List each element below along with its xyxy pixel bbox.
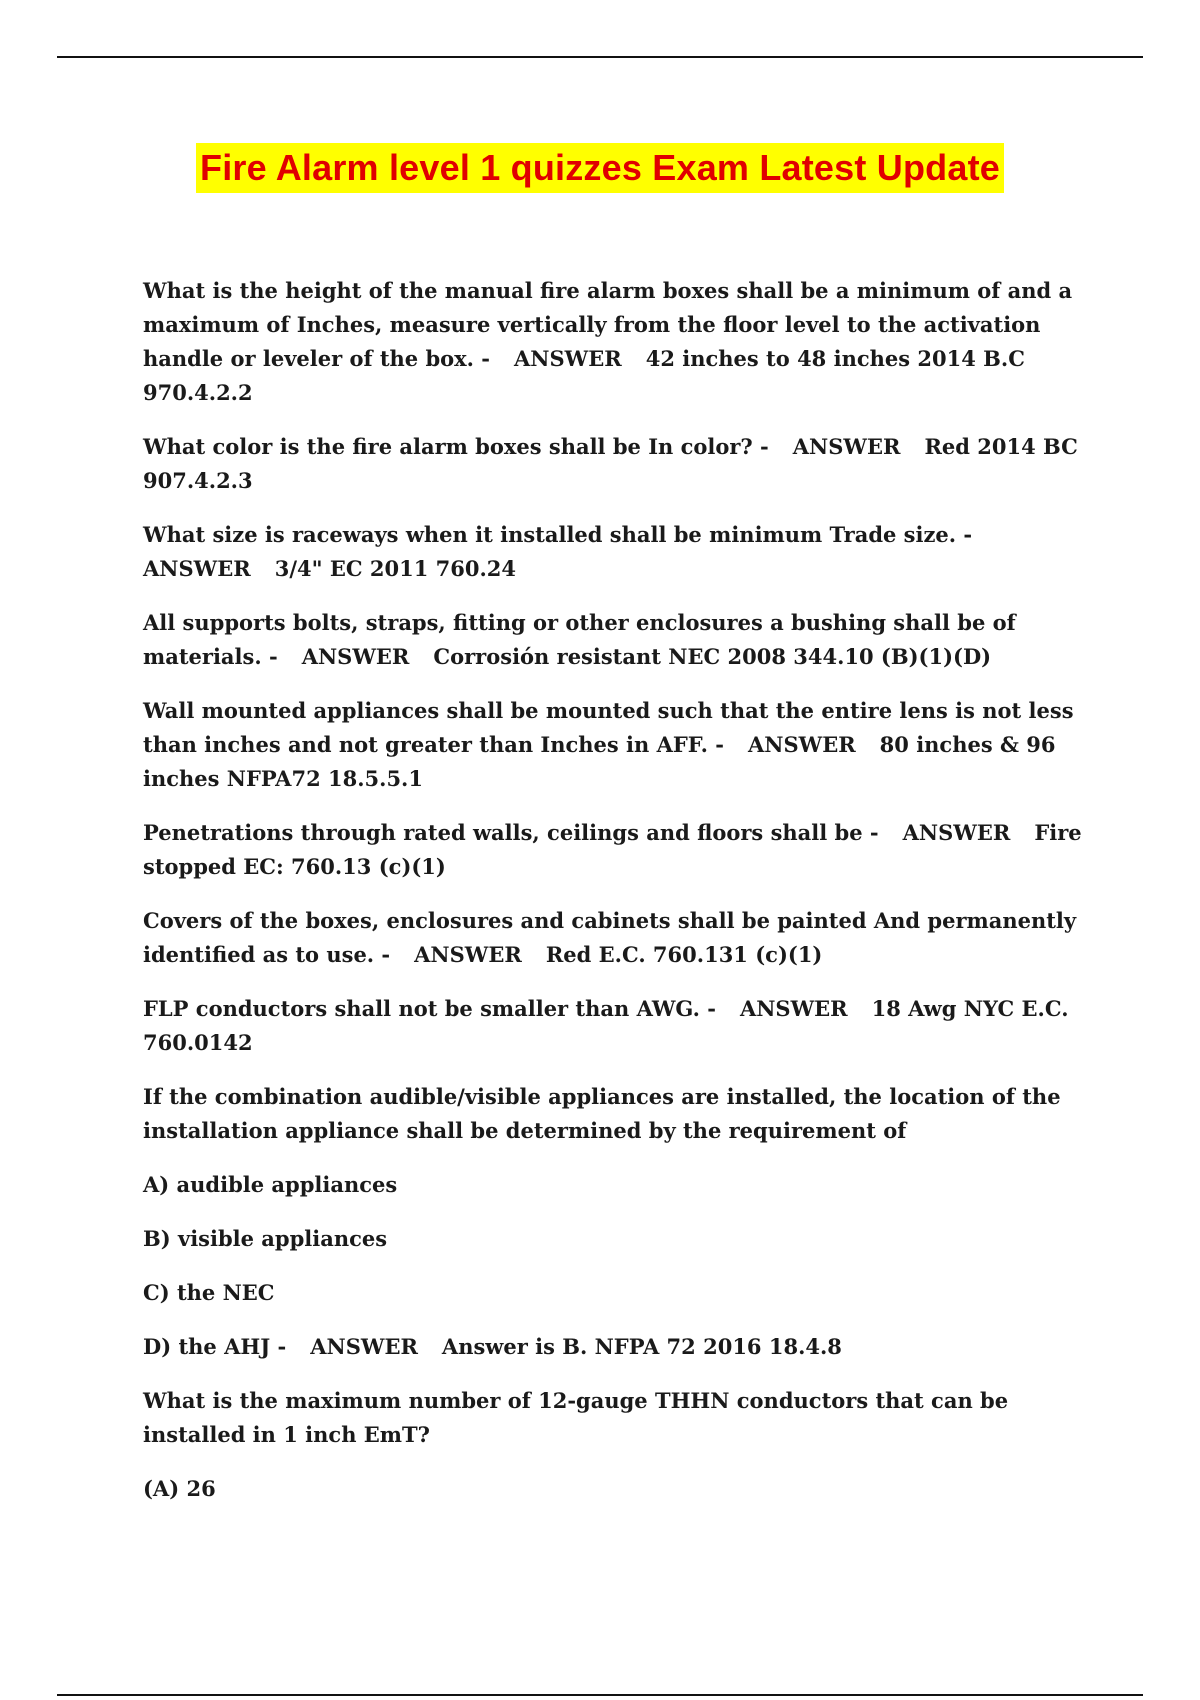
answer-label: ANSWER [143,556,251,581]
answer-text: 18 Awg NYC E.C. 760.0142 [143,996,1069,1055]
bottom-rule [57,1694,1143,1696]
answer-label: ANSWER [514,346,622,371]
question-text: Penetrations through rated walls, ceilings and floors shall be - [143,820,879,845]
answer-text: Red 2014 BC 907.4.2.3 [143,434,1078,493]
qa-item [143,606,1088,674]
document-title: Fire Alarm level 1 quizzes Exam Latest Update [196,143,1004,193]
option-c: C) the NEC [143,1280,275,1305]
qa-item [143,694,1088,796]
qa-item [143,1330,1088,1364]
answer-label: ANSWER [902,820,1011,845]
question-paragraph: What is the maximum number of 12-gauge THHN conductors that can be installed in 1 inch EmT? [143,1388,1009,1447]
question-text: Covers of the boxes, enclosures and cabinets shall be painted And permanently identified as to use. - [143,908,1077,967]
top-rule [57,56,1143,58]
option-d-text: D) the AHJ - [143,1334,287,1359]
answer-text: Fire stopped EC: 760.13 (c)(1) [143,820,1082,879]
answer-label: ANSWER [739,996,848,1021]
qa-item [143,816,1088,884]
qa-item [143,274,1088,410]
question-text: What color is the fire alarm boxes shall be In color? - [143,434,769,459]
document-body [143,274,1088,1526]
answer-text: Red E.C. 760.131 (c)(1) [545,942,823,967]
question-text: Wall mounted appliances shall be mounted such that the entire lens is not less than inches and not greater than Inches in AFF. - [143,698,1074,757]
answer-label: ANSWER [747,732,856,757]
qa-item [143,904,1088,972]
qa-item [143,430,1088,498]
question-text: What size is raceways when it installed shall be minimum Trade size. - [143,522,973,547]
question-text: FLP conductors shall not be smaller than AWG. - [143,996,716,1021]
qa-item [143,992,1088,1060]
answer-label: ANSWER [301,644,410,669]
answer-text: 42 inches to 48 inches 2014 B.C 970.4.2.2 [143,346,1025,405]
answer-text: 3/4" EC 2011 760.24 [274,556,517,581]
answer-label: ANSWER [414,942,522,967]
question-text: What is the height of the manual fire alarm boxes shall be a minimum of and a maximum of Inches, measure vertically from the floor level to the activation handle or leveler of the box. - [143,278,1073,371]
answer-label: ANSWER [792,434,901,459]
title-container [0,143,1200,193]
question-text: All supports bolts, straps, fitting or other enclosures a bushing shall be of materials. - [143,610,1016,669]
question-paragraph: If the combination audible/visible appliances are installed, the location of the installation appliance shall be determined by the requirement of [143,1084,1061,1143]
answer-text: 80 inches & 96 inches NFPA72 18.5.5.1 [143,732,1056,791]
answer-text: Answer is B. NFPA 72 2016 18.4.8 [441,1334,842,1359]
answer-text: Corrosión resistant NEC 2008 344.10 (B)(1)(D) [433,644,992,669]
answer-label: ANSWER [310,1334,418,1359]
option-a: (A) 26 [143,1476,216,1501]
option-a: A) audible appliances [143,1172,398,1197]
qa-item [143,518,1088,586]
option-b: B) visible appliances [143,1226,388,1251]
